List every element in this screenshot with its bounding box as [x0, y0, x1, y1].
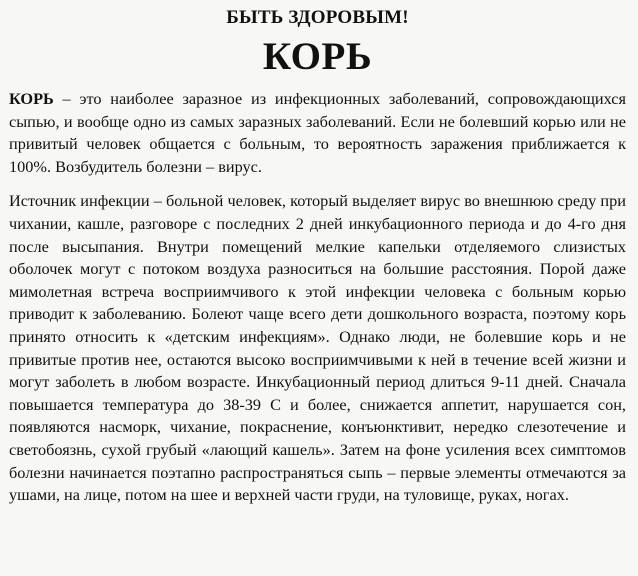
intro-term: КОРЬ	[9, 89, 54, 108]
header-title: БЫТЬ ЗДОРОВЫМ!	[226, 7, 409, 28]
body-paragraph: Источник инфекции – больной человек, который выделяет вирус во внешнюю среду при чихании, кашле, разговоре с последних 2 дней инкубационного периода и до 4-го дня после высыпания. Внутри помещений мелкие капельки отделяемого слизистых оболочек могут с потоком воздуха разноситься на большие расстояния. Порой даже мимолетная встреча восприимчивого к этой инфекции человека с больным корью приводит к заболеванию. Болеют чаще всего дети дошкольного возраста, поэтому корь принято относить к «детским инфекциям». Однако люди, не болевшие корь и не привитые против нее, остаются высоко восприимчивыми к ней в течение всей жизни и могут заболеть в любом возрасте. Инкубационный период длиться 9-11 дней. Сначала повышается температура до 38-39 С и более, снижается аппетит, нарушается сон, появляются насморк, чихание, покраснение, конъюнктивит, нередко слезотечение и светобоязнь, сухой грубый «лающий кашель». Затем на фоне усиления всех симптомов болезни начинается поэтапно распространяться сыпь – первые элементы отмечаются за ушами, на лице, потом на шее и верхней части груди, на туловище, руках, ногах.	[9, 191, 626, 505]
intro-paragraph	[9, 88, 626, 178]
intro-text: – это наиболее заразное из инфекционных заболеваний, сопровождающихся сыпью, и вообще одно из самых заразных заболеваний. Если не болевший корью или не привитый человек общается с больным, то вероятность заражения приближается к 100%. Возбудитель болезни – вирус.	[9, 89, 626, 176]
main-title: КОРЬ	[262, 35, 373, 78]
